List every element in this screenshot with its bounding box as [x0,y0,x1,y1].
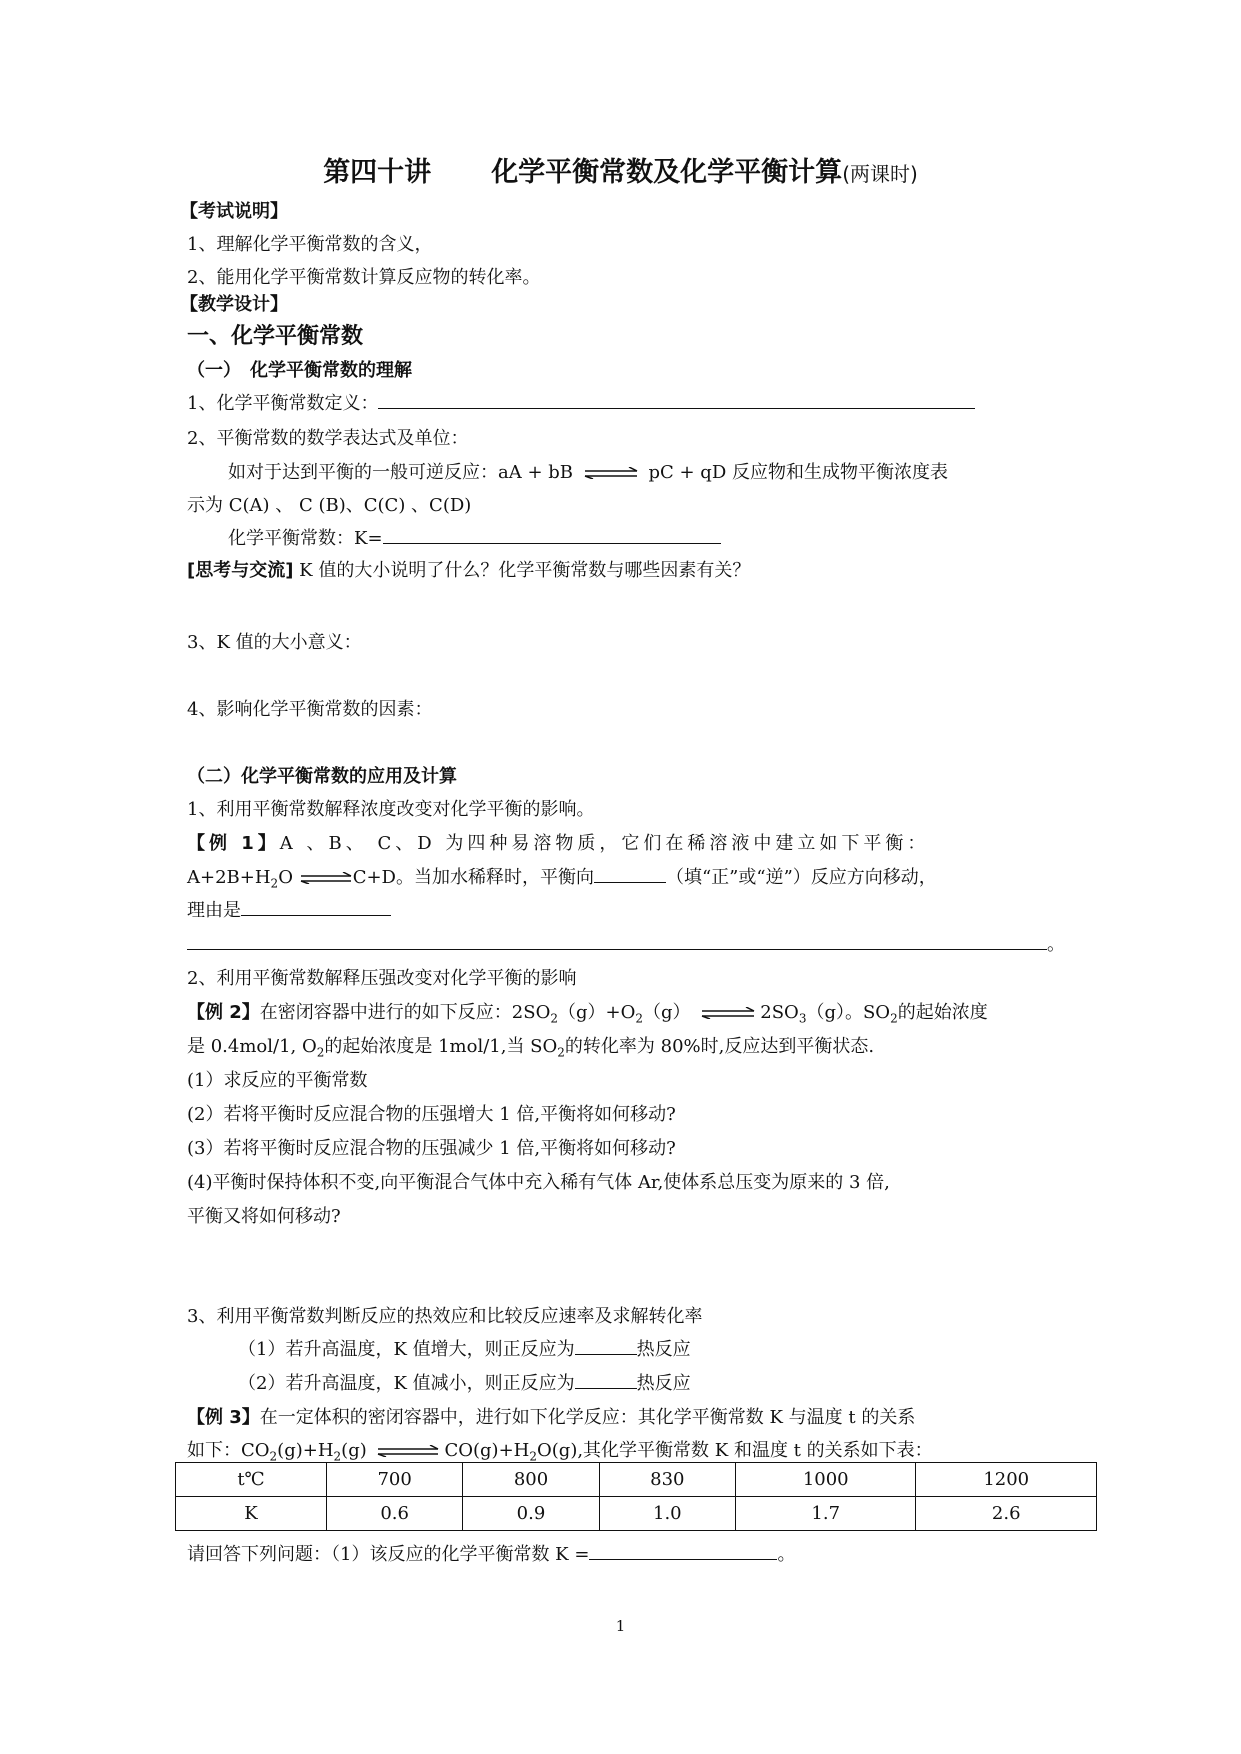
table-cell: 800 [463,1463,599,1497]
ex3-sub: 2 [529,1449,538,1464]
direction-blank[interactable] [594,864,666,883]
table-cell: 1000 [735,1463,915,1497]
example-3-line-2 [187,1436,933,1464]
ex3-l2b: (g)+H [277,1440,334,1461]
question-4b: 平衡又将如何移动? [187,1206,341,1227]
reason-label: 理由是 [187,900,241,921]
example-3-tag: 【例 3】 [187,1407,260,1428]
design-heading: 【教学设计】 [180,294,288,315]
lecture-topic: 化学平衡常数及化学平衡计算 [491,157,843,188]
heat-blank-1[interactable] [575,1336,637,1355]
equilibrium-arrow-icon [376,1445,440,1457]
example-1-equation [187,863,937,891]
page-title [0,150,1241,189]
answer-end: 。 [777,1544,796,1565]
exam-item-1: 1、理解化学平衡常数的含义， [187,234,433,255]
question-2: (2）若将平衡时反应混合物的压强增大 1 倍,平衡将如何移动? [187,1104,676,1125]
table-cell: 1.7 [735,1497,915,1531]
example-3-line [187,1403,915,1429]
answer-blank[interactable] [589,1541,777,1560]
think-text: K 值的大小说明了什么？化学平衡常数与哪些因素有关？ [293,560,751,581]
page-number: 1 [615,1617,626,1635]
example-2-tag: 【例 2】 [187,1002,260,1023]
ex3-sub: 2 [269,1449,278,1464]
table-cell: t℃ [176,1463,327,1497]
ex2-sub: 2 [316,1045,325,1060]
ex3-sub: 2 [333,1449,342,1464]
app3-1b: 热反应 [636,1339,691,1360]
exam-item-2: 2、能用化学平衡常数计算反应物的转化率。 [187,267,541,288]
definition-blank[interactable] [378,390,975,409]
app3-item-2 [238,1369,691,1395]
lecture-duration: (两课时) [842,162,918,186]
table-row [176,1463,1097,1497]
section1-heading: 一、化学平衡常数 [187,324,364,349]
application-2: 2、利用平衡常数解释压强改变对化学平衡的影响 [187,968,577,989]
table-cell: 1200 [916,1463,1097,1497]
app3-1a: （1）若升高温度，K 值增大，则正反应为 [238,1339,575,1360]
app3-2b: 热反应 [636,1373,691,1394]
reaction-line-2: 示为 C(A) 、 C (B)、C(C) 、C(D) [187,495,472,516]
ex3-l2d: CO(g)+H [444,1440,530,1461]
ex3-l2c: (g) [341,1440,367,1461]
table-cell: 1.0 [599,1497,735,1531]
equilibrium-arrow-icon [700,1007,756,1019]
reason-end: 。 [1047,934,1065,955]
ex2-l2b: 的起始浓度是 1mol/1,当 SO [324,1036,558,1057]
think-line [187,556,750,582]
question-3: (3）若将平衡时反应混合物的压强减少 1 倍,平衡将如何移动? [187,1138,676,1159]
reason-line-2 [187,930,1065,956]
ex2-sub: 2 [550,1011,558,1026]
item-3: 3、K 值的大小意义： [187,632,362,653]
definition-line [187,389,975,415]
question-1: (1）求反应的平衡常数 [187,1070,368,1091]
table-cell: 830 [599,1463,735,1497]
section1-sub1: （一） 化学平衡常数的理解 [187,360,412,381]
ex2-t1: 在密闭容器中进行的如下反应：2SO [259,1002,551,1023]
example-2-line [187,998,988,1026]
ex3-l2e: O(g),其化学平衡常数 K 和温度 t 的关系如下表： [537,1440,933,1461]
lecture-number: 第四十讲 [323,157,432,188]
ex2-l2a: 是 0.4mol/1, O [187,1036,317,1057]
table-row [176,1497,1097,1531]
answer-prefix: 请回答下列问题：（1）该反应的化学平衡常数 K = [187,1544,590,1565]
answer-line [187,1540,795,1566]
ex2-t6: 的起始浓度 [897,1002,988,1023]
example-3-text: 在一定体积的密闭容器中，进行如下化学反应：其化学平衡常数 K 与温度 t 的关系 [259,1407,916,1428]
eq-tail: （填“正”或“逆”）反应方向移动， [665,867,937,888]
application-3: 3、利用平衡常数判断反应的热效应和比较反应速率及求解转化率 [187,1306,703,1327]
section2-heading: （二）化学平衡常数的应用及计算 [187,766,457,787]
ex2-sub: 2 [635,1011,643,1026]
k-blank[interactable] [383,525,721,544]
ex2-t4: 2SO [760,1002,799,1023]
table-cell: K [176,1497,327,1531]
eq-left: A+2B+H [187,867,271,888]
eq-left2: O [278,867,293,888]
ex2-l2c: 的转化率为 80%时,反应达到平衡状态. [564,1036,875,1057]
example-1-tag: 【例 1】 [187,833,280,854]
ex2-sub: 2 [890,1011,898,1026]
question-4a: (4)平衡时保持体积不变,向平衡混合气体中充入稀有气体 Ar,使体系总压变为原来的 3 倍, [187,1172,890,1193]
reason-blank-2[interactable] [187,931,1047,950]
k-temperature-table [175,1462,1097,1531]
ex2-t2: （g）+O [557,1002,636,1023]
example-1-line [187,829,929,855]
ex2-sub: 3 [798,1011,807,1026]
ex2-sub: 2 [557,1045,565,1060]
reaction-line [228,458,948,484]
table-cell: 0.6 [327,1497,463,1531]
heat-blank-2[interactable] [575,1370,637,1389]
exam-heading: 【考试说明】 [180,201,288,222]
equilibrium-arrow-icon [299,872,353,884]
ex3-l2a: 如下：CO [187,1440,270,1461]
table-cell: 700 [327,1463,463,1497]
reaction-prefix: 如对于达到平衡的一般可逆反应：aA + bB [228,462,574,483]
reaction-suffix: pC + qD 反应物和生成物平衡浓度表 [648,462,948,483]
app3-item-1 [238,1335,691,1361]
equilibrium-arrow-icon [583,467,639,479]
item-4: 4、影响化学平衡常数的因素： [187,699,433,720]
example-2-line-2 [187,1032,874,1060]
table-cell: 0.9 [463,1497,599,1531]
application-1: 1、利用平衡常数解释浓度改变对化学平衡的影响。 [187,799,595,820]
reason-line [187,896,391,922]
k-expression-line [228,524,721,550]
ex2-t5: （g）。SO [806,1002,891,1023]
eq-sub: 2 [270,876,279,891]
app3-2a: （2）若升高温度，K 值减小，则正反应为 [238,1373,575,1394]
think-tag: [思考与交流] [187,560,294,581]
example-1-text: A 、B、 C、D 为四种易溶物质，它们在稀溶液中建立如下平衡： [279,833,930,854]
ex2-t3: （g） [643,1002,691,1023]
reason-blank[interactable] [241,897,391,916]
expression-label: 2、平衡常数的数学表达式及单位： [187,428,469,449]
k-label: 化学平衡常数：K= [228,528,383,549]
table-cell: 2.6 [916,1497,1097,1531]
definition-label: 1、化学平衡常数定义： [187,393,379,414]
eq-right: C+D。当加水稀释时，平衡向 [352,867,594,888]
